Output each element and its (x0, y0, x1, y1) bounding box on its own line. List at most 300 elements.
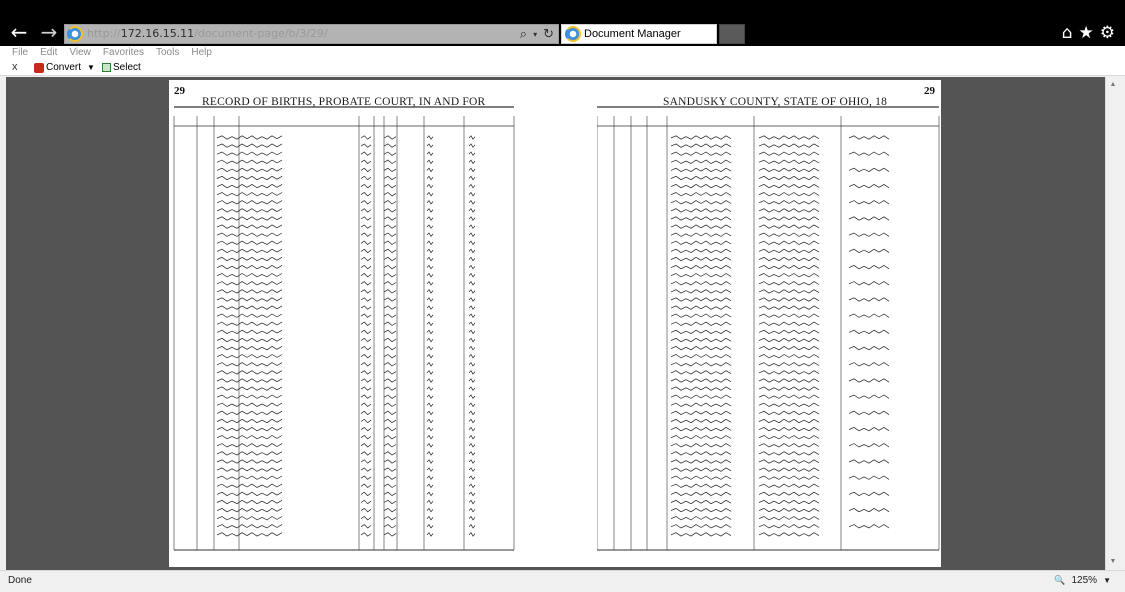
left-sex-handwriting (361, 436, 371, 439)
left-name-handwriting (217, 363, 282, 366)
right-mother-handwriting (759, 508, 819, 511)
left-sex-handwriting (361, 525, 371, 528)
left-sex-handwriting (361, 314, 371, 317)
left-sex-handwriting (361, 298, 371, 301)
right-father-handwriting (671, 249, 731, 252)
left-date-handwriting (384, 290, 396, 293)
right-residence-handwriting (849, 233, 889, 236)
left-county-handwriting (469, 468, 475, 471)
left-name-handwriting (217, 225, 282, 228)
right-residence-handwriting (849, 168, 889, 171)
right-mother-handwriting (759, 468, 819, 471)
right-mother-handwriting (759, 476, 819, 479)
right-mother-handwriting (759, 306, 819, 309)
right-father-handwriting (671, 500, 731, 503)
right-father-handwriting (671, 338, 731, 341)
right-residence-handwriting (849, 346, 889, 349)
left-name-handwriting (217, 508, 282, 511)
left-name-handwriting (217, 444, 282, 447)
left-date-handwriting (384, 217, 396, 220)
left-date-handwriting (384, 184, 396, 187)
left-name-handwriting (217, 184, 282, 187)
left-date-handwriting (384, 517, 396, 520)
convert-dropdown-icon[interactable]: ▼ (87, 63, 95, 72)
left-county-handwriting (469, 298, 475, 301)
left-date-handwriting (384, 444, 396, 447)
right-father-handwriting (671, 168, 731, 171)
left-place-handwriting (427, 355, 433, 358)
left-name-handwriting (217, 217, 282, 220)
left-sex-handwriting (361, 176, 371, 179)
left-place-handwriting (427, 314, 433, 317)
left-place-handwriting (427, 152, 433, 155)
right-father-handwriting (671, 257, 731, 260)
left-date-handwriting (384, 225, 396, 228)
left-date-handwriting (384, 241, 396, 244)
left-date-handwriting (384, 484, 396, 487)
left-place-handwriting (427, 525, 433, 528)
pdf-convert-icon (34, 63, 44, 73)
left-sex-handwriting (361, 306, 371, 309)
left-ledger-title: RECORD OF BIRTHS, PROBATE COURT, IN AND FOR (202, 96, 486, 108)
left-county-handwriting (469, 168, 475, 171)
left-place-handwriting (427, 176, 433, 179)
gear-icon[interactable]: ⚙ (1099, 23, 1115, 43)
left-date-handwriting (384, 298, 396, 301)
forward-arrow-icon[interactable]: → (40, 20, 58, 44)
right-mother-handwriting (759, 371, 819, 374)
left-sex-handwriting (361, 411, 371, 414)
left-place-handwriting (427, 460, 433, 463)
right-father-handwriting (671, 411, 731, 414)
left-sex-handwriting (361, 492, 371, 495)
menu-tools[interactable]: Tools (155, 47, 180, 58)
right-father-handwriting (671, 201, 731, 204)
tab-ie-icon (565, 26, 581, 42)
left-sex-handwriting (361, 193, 371, 196)
right-mother-handwriting (759, 217, 819, 220)
left-name-handwriting (217, 403, 282, 406)
right-father-handwriting (671, 298, 731, 301)
right-mother-handwriting (759, 484, 819, 487)
right-residence-handwriting (849, 249, 889, 252)
left-place-handwriting (427, 419, 433, 422)
right-father-handwriting (671, 225, 731, 228)
menu-file[interactable]: File (12, 47, 29, 58)
right-father-handwriting (671, 160, 731, 163)
menu-edit[interactable]: Edit (40, 47, 58, 58)
left-place-handwriting (427, 282, 433, 285)
left-county-handwriting (469, 419, 475, 422)
right-mother-handwriting (759, 346, 819, 349)
right-mother-handwriting (759, 209, 819, 212)
left-name-handwriting (217, 176, 282, 179)
left-name-handwriting (217, 452, 282, 455)
scroll-up-icon[interactable]: ▲ (1109, 81, 1117, 88)
right-father-handwriting (671, 533, 731, 536)
left-sex-handwriting (361, 484, 371, 487)
left-name-handwriting (217, 257, 282, 260)
left-date-handwriting (384, 193, 396, 196)
left-place-handwriting (427, 508, 433, 511)
left-date-handwriting (384, 395, 396, 398)
left-date-handwriting (384, 338, 396, 341)
right-father-handwriting (671, 452, 731, 455)
right-father-handwriting (671, 282, 731, 285)
left-name-handwriting (217, 330, 282, 333)
left-county-handwriting (469, 306, 475, 309)
left-county-handwriting (469, 395, 475, 398)
right-father-handwriting (671, 517, 731, 520)
left-sex-handwriting (361, 160, 371, 163)
left-county-handwriting (469, 387, 475, 390)
left-county-handwriting (469, 517, 475, 520)
left-county-handwriting (469, 160, 475, 163)
convert-label: Convert (46, 62, 82, 73)
left-date-handwriting (384, 136, 396, 139)
left-page-number: 29 (174, 85, 185, 97)
url-path: /document-page/b/3/29/ (194, 27, 328, 40)
right-residence-handwriting (849, 298, 889, 301)
left-date-handwriting (384, 355, 396, 358)
menu-bar (0, 46, 1125, 61)
left-name-handwriting (217, 460, 282, 463)
right-father-handwriting (671, 436, 731, 439)
left-sex-handwriting (361, 444, 371, 447)
scroll-down-icon[interactable]: ▼ (1109, 558, 1117, 565)
left-place-handwriting (427, 144, 433, 147)
right-father-handwriting (671, 395, 731, 398)
zoom-dropdown-icon[interactable]: ▼ (1103, 576, 1111, 585)
left-name-handwriting (217, 338, 282, 341)
left-place-handwriting (427, 517, 433, 520)
left-place-handwriting (427, 363, 433, 366)
left-date-handwriting (384, 314, 396, 317)
home-icon[interactable]: ⌂ (1061, 23, 1073, 43)
left-county-handwriting (469, 444, 475, 447)
left-name-handwriting (217, 395, 282, 398)
left-county-handwriting (469, 460, 475, 463)
left-sex-handwriting (361, 290, 371, 293)
left-county-handwriting (469, 241, 475, 244)
left-county-handwriting (469, 201, 475, 204)
left-name-handwriting (217, 387, 282, 390)
convert-button[interactable] (34, 62, 95, 73)
left-county-handwriting (469, 176, 475, 179)
left-county-handwriting (469, 249, 475, 252)
command-bar (0, 61, 1125, 76)
right-father-handwriting (671, 265, 731, 268)
right-residence-handwriting (849, 427, 889, 430)
right-father-handwriting (671, 144, 731, 147)
left-date-handwriting (384, 411, 396, 414)
search-icon[interactable]: ⌕ (519, 26, 528, 42)
left-place-handwriting (427, 257, 433, 260)
left-place-handwriting (427, 468, 433, 471)
left-date-handwriting (384, 282, 396, 285)
left-name-handwriting (217, 233, 282, 236)
right-residence-handwriting (849, 411, 889, 414)
right-father-handwriting (671, 508, 731, 511)
right-mother-handwriting (759, 427, 819, 430)
left-date-handwriting (384, 346, 396, 349)
left-county-handwriting (469, 282, 475, 285)
tab-document-manager[interactable] (561, 24, 717, 44)
left-county-handwriting (469, 355, 475, 358)
star-icon[interactable]: ★ (1078, 23, 1094, 43)
menu-favorites[interactable]: Favorites (102, 47, 144, 58)
left-date-handwriting (384, 257, 396, 260)
left-sex-handwriting (361, 476, 371, 479)
left-place-handwriting (427, 265, 433, 268)
right-father-handwriting (671, 233, 731, 236)
right-residence-handwriting (849, 363, 889, 366)
right-father-handwriting (671, 322, 731, 325)
right-mother-handwriting (759, 201, 819, 204)
left-county-handwriting (469, 136, 475, 139)
left-place-handwriting (427, 184, 433, 187)
left-county-handwriting (469, 508, 475, 511)
left-date-handwriting (384, 176, 396, 179)
left-sex-handwriting (361, 355, 371, 358)
left-county-handwriting (469, 363, 475, 366)
left-name-handwriting (217, 160, 282, 163)
right-father-handwriting (671, 371, 731, 374)
left-place-handwriting (427, 274, 433, 277)
left-name-handwriting (217, 209, 282, 212)
right-father-handwriting (671, 241, 731, 244)
vertical-scrollbar[interactable] (1105, 77, 1119, 570)
left-name-handwriting (217, 322, 282, 325)
left-date-handwriting (384, 427, 396, 430)
right-mother-handwriting (759, 338, 819, 341)
right-residence-handwriting (849, 184, 889, 187)
left-sex-handwriting (361, 201, 371, 204)
url-host: 172.16.15.11 (120, 27, 195, 40)
left-place-handwriting (427, 492, 433, 495)
right-father-handwriting (671, 460, 731, 463)
left-name-handwriting (217, 241, 282, 244)
left-name-handwriting (217, 290, 282, 293)
right-page-number: 29 (924, 85, 935, 97)
left-date-handwriting (384, 533, 396, 536)
address-bar[interactable] (64, 24, 559, 44)
left-county-handwriting (469, 274, 475, 277)
left-place-handwriting (427, 427, 433, 430)
menu-help[interactable]: Help (191, 47, 212, 58)
left-date-handwriting (384, 152, 396, 155)
right-mother-handwriting (759, 330, 819, 333)
right-residence-handwriting (849, 265, 889, 268)
left-county-handwriting (469, 533, 475, 536)
zoom-control[interactable] (1054, 575, 1111, 586)
left-place-handwriting (427, 233, 433, 236)
right-residence-handwriting (849, 330, 889, 333)
left-place-handwriting (427, 476, 433, 479)
left-county-handwriting (469, 233, 475, 236)
left-place-handwriting (427, 209, 433, 212)
document-page-image (169, 80, 941, 567)
left-name-handwriting (217, 411, 282, 414)
address-url[interactable] (87, 27, 328, 40)
left-date-handwriting (384, 306, 396, 309)
left-name-handwriting (217, 476, 282, 479)
dropdown-chevron-icon[interactable]: ▾ (533, 29, 538, 39)
right-mother-handwriting (759, 403, 819, 406)
right-mother-handwriting (759, 233, 819, 236)
left-name-handwriting (217, 419, 282, 422)
left-place-handwriting (427, 136, 433, 139)
left-date-handwriting (384, 265, 396, 268)
left-county-handwriting (469, 436, 475, 439)
left-place-handwriting (427, 346, 433, 349)
right-mother-handwriting (759, 419, 819, 422)
left-name-handwriting (217, 249, 282, 252)
left-date-handwriting (384, 330, 396, 333)
left-date-handwriting (384, 468, 396, 471)
right-father-handwriting (671, 379, 731, 382)
right-father-handwriting (671, 355, 731, 358)
right-mother-handwriting (759, 136, 819, 139)
right-ledger-title: SANDUSKY COUNTY, STATE OF OHIO, 18 (663, 96, 888, 108)
right-father-handwriting (671, 152, 731, 155)
right-father-handwriting (671, 468, 731, 471)
left-name-handwriting (217, 468, 282, 471)
right-father-handwriting (671, 290, 731, 293)
left-name-handwriting (217, 355, 282, 358)
left-date-handwriting (384, 209, 396, 212)
status-text: Done (8, 575, 32, 586)
left-date-handwriting (384, 492, 396, 495)
left-sex-handwriting (361, 460, 371, 463)
left-name-handwriting (217, 484, 282, 487)
right-mother-handwriting (759, 444, 819, 447)
right-mother-handwriting (759, 144, 819, 147)
left-place-handwriting (427, 225, 433, 228)
right-father-handwriting (671, 346, 731, 349)
right-father-handwriting (671, 444, 731, 447)
right-father-handwriting (671, 306, 731, 309)
left-name-handwriting (217, 136, 282, 139)
left-name-handwriting (217, 193, 282, 196)
left-date-handwriting (384, 371, 396, 374)
left-date-handwriting (384, 500, 396, 503)
left-name-handwriting (217, 168, 282, 171)
browser-right-icons (1062, 24, 1115, 42)
back-arrow-icon[interactable]: ← (10, 20, 28, 44)
right-mother-handwriting (759, 241, 819, 244)
right-mother-handwriting (759, 290, 819, 293)
select-button[interactable] (102, 62, 141, 73)
ie-logo-icon (67, 26, 83, 42)
left-county-handwriting (469, 314, 475, 317)
right-father-handwriting (671, 217, 731, 220)
left-date-handwriting (384, 525, 396, 528)
right-residence-handwriting (849, 201, 889, 204)
left-county-handwriting (469, 290, 475, 293)
right-mother-handwriting (759, 517, 819, 520)
left-sex-handwriting (361, 468, 371, 471)
left-date-handwriting (384, 387, 396, 390)
left-county-handwriting (469, 152, 475, 155)
tab-title: Document Manager (584, 28, 681, 40)
left-county-handwriting (469, 257, 475, 260)
right-father-handwriting (671, 184, 731, 187)
right-father-handwriting (671, 419, 731, 422)
left-sex-handwriting (361, 152, 371, 155)
right-mother-handwriting (759, 436, 819, 439)
right-father-handwriting (671, 476, 731, 479)
left-sex-handwriting (361, 144, 371, 147)
right-residence-handwriting (849, 314, 889, 317)
left-place-handwriting (427, 160, 433, 163)
left-name-handwriting (217, 306, 282, 309)
left-date-handwriting (384, 419, 396, 422)
right-mother-handwriting (759, 395, 819, 398)
right-mother-handwriting (759, 193, 819, 196)
left-place-handwriting (427, 306, 433, 309)
left-date-handwriting (384, 476, 396, 479)
menu-view[interactable]: View (69, 47, 91, 58)
left-sex-handwriting (361, 233, 371, 236)
left-place-handwriting (427, 411, 433, 414)
left-name-handwriting (217, 371, 282, 374)
right-father-handwriting (671, 492, 731, 495)
left-county-handwriting (469, 525, 475, 528)
left-county-handwriting (469, 379, 475, 382)
select-label: Select (113, 62, 141, 73)
right-residence-handwriting (849, 492, 889, 495)
right-father-handwriting (671, 314, 731, 317)
left-place-handwriting (427, 298, 433, 301)
left-county-handwriting (469, 403, 475, 406)
right-mother-handwriting (759, 387, 819, 390)
right-father-handwriting (671, 136, 731, 139)
left-name-handwriting (217, 517, 282, 520)
left-sex-handwriting (361, 395, 371, 398)
right-mother-handwriting (759, 184, 819, 187)
left-name-handwriting (217, 525, 282, 528)
left-sex-handwriting (361, 168, 371, 171)
left-sex-handwriting (361, 241, 371, 244)
refresh-icon[interactable]: ↻ (543, 26, 554, 42)
right-mother-handwriting (759, 355, 819, 358)
url-prefix: http:// (87, 27, 121, 40)
right-residence-handwriting (849, 525, 889, 528)
left-place-handwriting (427, 330, 433, 333)
left-county-handwriting (469, 225, 475, 228)
right-father-handwriting (671, 363, 731, 366)
new-tab-button[interactable] (719, 24, 745, 44)
left-county-handwriting (469, 322, 475, 325)
left-sex-handwriting (361, 419, 371, 422)
left-sex-handwriting (361, 184, 371, 187)
right-mother-handwriting (759, 525, 819, 528)
left-place-handwriting (427, 249, 433, 252)
left-name-handwriting (217, 500, 282, 503)
right-residence-handwriting (849, 136, 889, 139)
right-father-handwriting (671, 193, 731, 196)
left-sex-handwriting (361, 403, 371, 406)
close-toolbar-button[interactable]: x (12, 61, 18, 73)
left-date-handwriting (384, 201, 396, 204)
left-county-handwriting (469, 452, 475, 455)
left-sex-handwriting (361, 136, 371, 139)
left-county-handwriting (469, 346, 475, 349)
left-date-handwriting (384, 249, 396, 252)
right-mother-handwriting (759, 460, 819, 463)
address-tools (520, 25, 554, 43)
